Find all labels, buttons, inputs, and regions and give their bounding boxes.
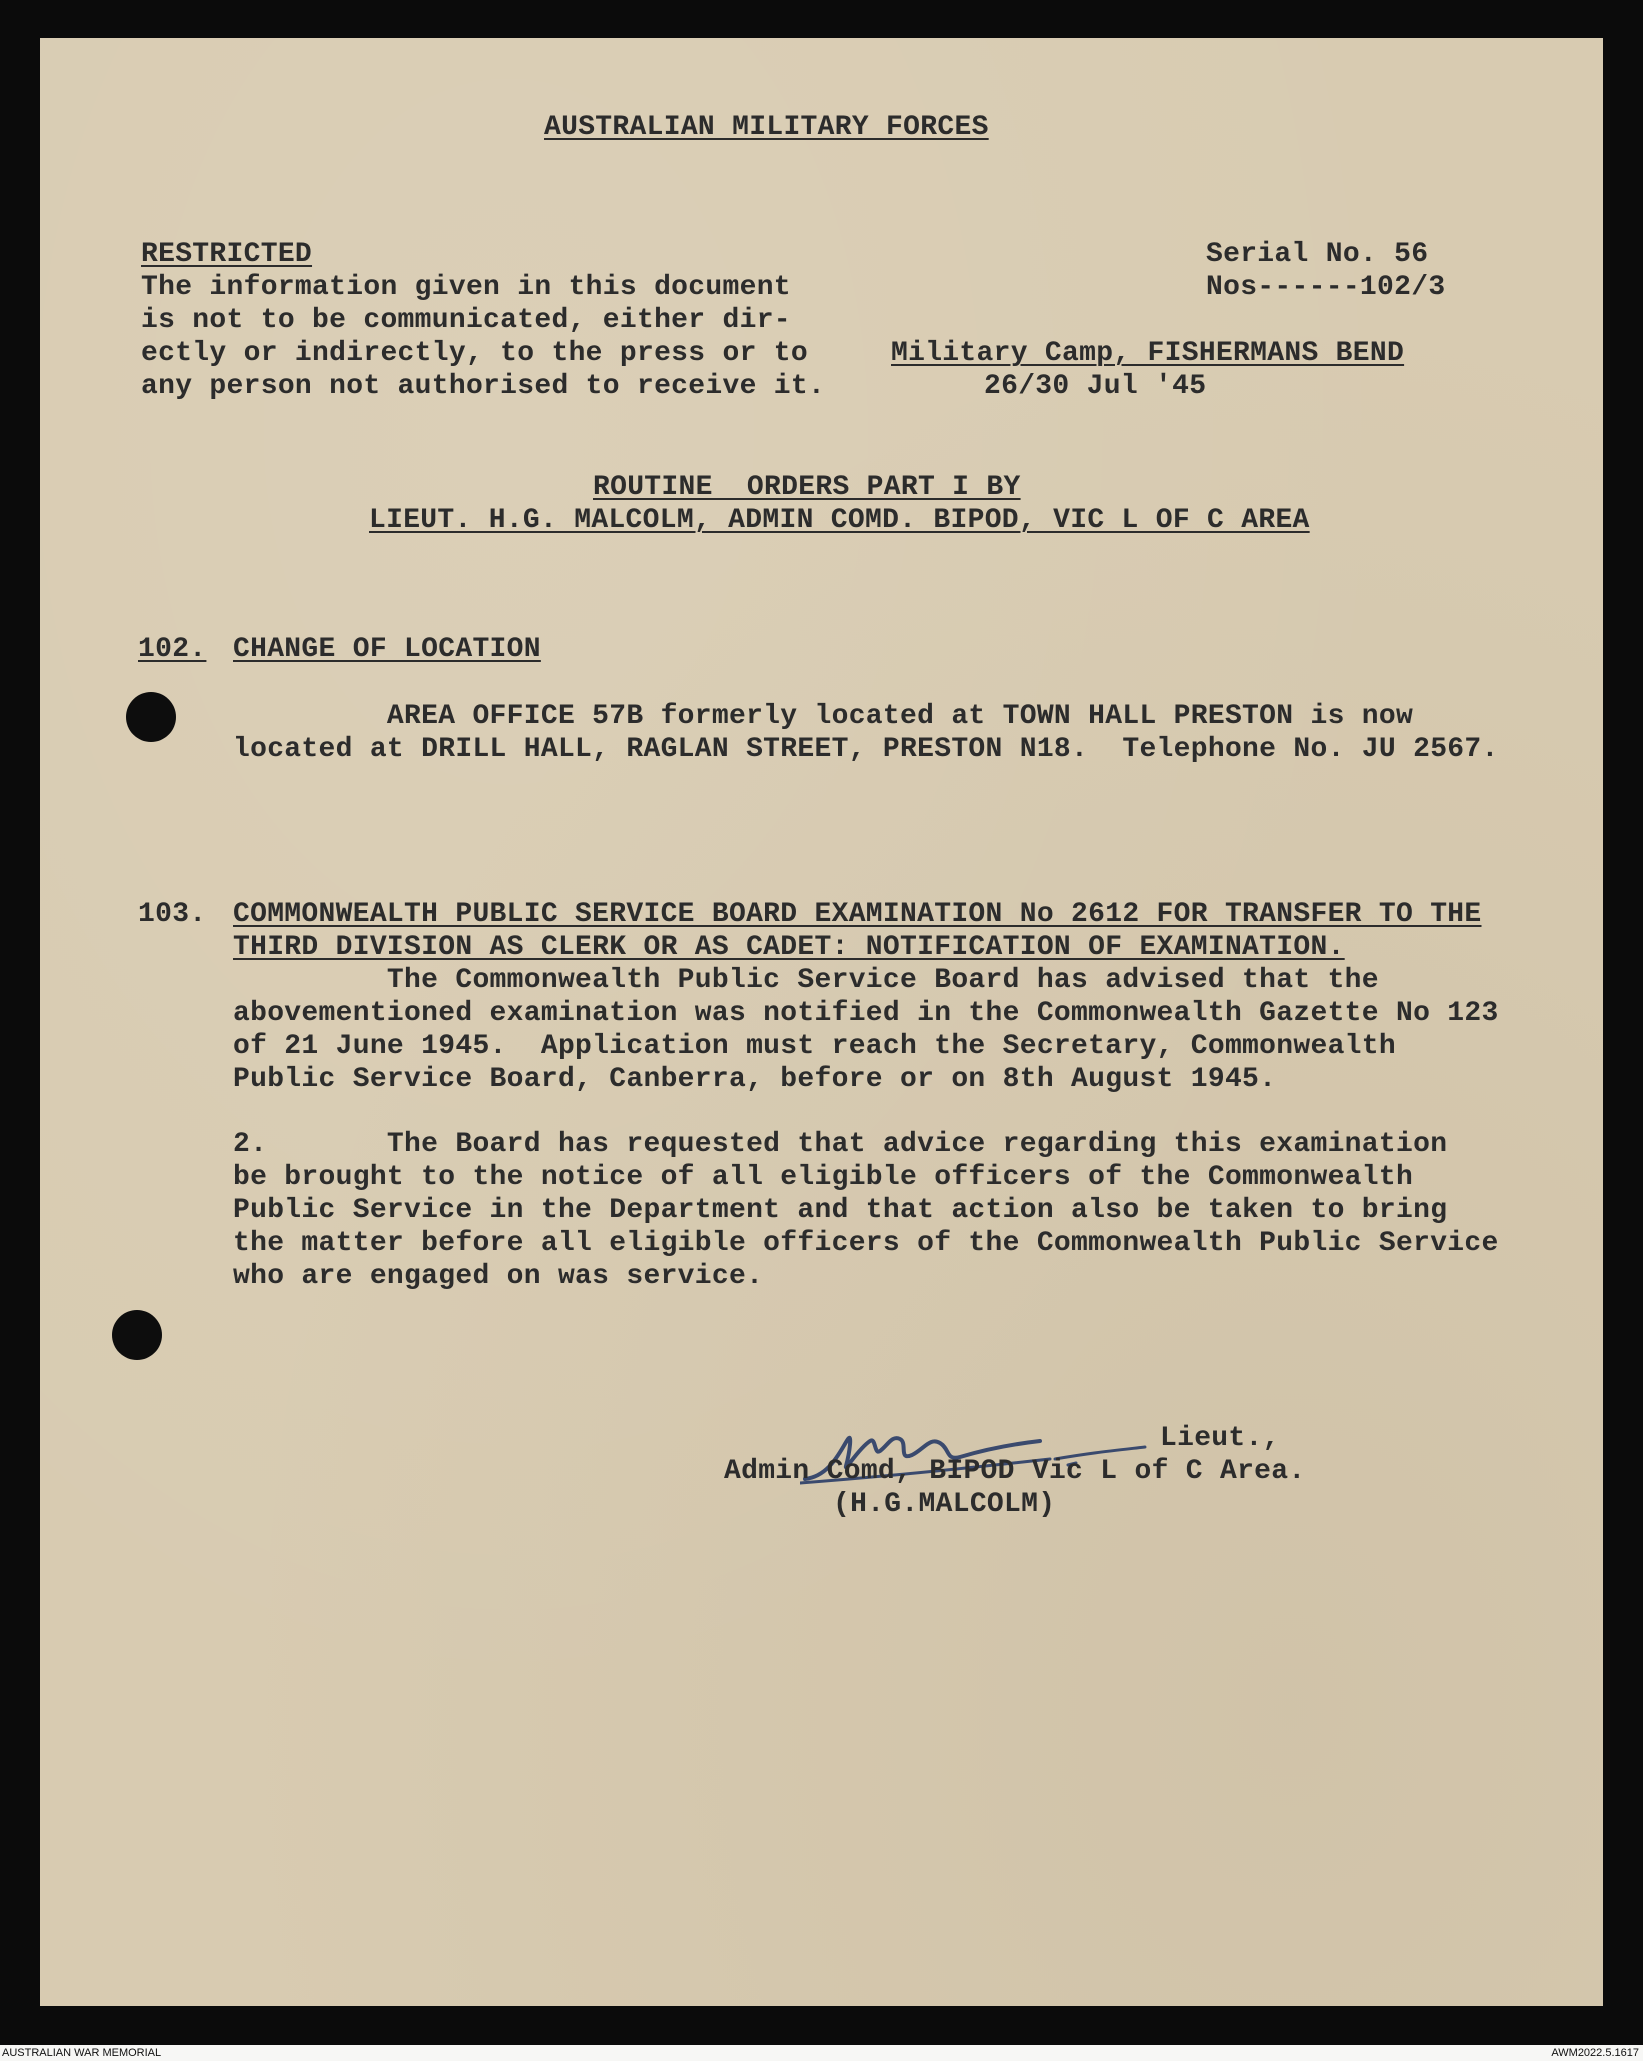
section-number: 103. bbox=[138, 899, 207, 930]
punch-hole bbox=[126, 692, 176, 742]
date-line: 26/30 Jul '45 bbox=[984, 371, 1207, 402]
paragraph-line: of 21 June 1945. Application must reach the Secretary, Commonwealth bbox=[233, 1031, 1396, 1062]
paragraph-line: Public Service in the Department and that action also be taken to bring bbox=[233, 1195, 1448, 1226]
signatory-rank: Lieut., bbox=[1160, 1423, 1280, 1454]
paragraph-line: The Commonwealth Public Service Board has advised that the bbox=[233, 965, 1379, 996]
location-line: Military Camp, FISHERMANS BEND bbox=[891, 338, 1405, 369]
document-title: AUSTRALIAN MILITARY FORCES bbox=[544, 112, 989, 143]
paragraph-line: abovementioned examination was notified in the Commonwealth Gazette No 123 bbox=[233, 998, 1499, 1029]
signatory-appointment: Admin Comd, BIPOD Vic L of C Area. bbox=[724, 1456, 1306, 1487]
paragraph-line: 2. The Board has requested that advice regarding this examination bbox=[233, 1129, 1448, 1160]
serial-number: Serial No. 56 bbox=[1206, 239, 1429, 270]
restricted-label: RESTRICTED bbox=[141, 239, 313, 270]
paragraph-line: Public Service Board, Canberra, before or on 8th August 1945. bbox=[233, 1064, 1277, 1095]
punch-hole bbox=[112, 1310, 162, 1360]
paragraph-line: the matter before all eligible officers of the Commonwealth Public Service bbox=[233, 1228, 1499, 1259]
section-title: CHANGE OF LOCATION bbox=[233, 634, 541, 665]
restricted-notice-line: The information given in this document bbox=[141, 272, 791, 303]
signatory-name: (H.G.MALCOLM) bbox=[833, 1489, 1056, 1520]
section-title: COMMONWEALTH PUBLIC SERVICE BOARD EXAMINATION No 2612 FOR TRANSFER TO THE bbox=[233, 899, 1482, 930]
orders-heading: ROUTINE ORDERS PART I BY bbox=[593, 472, 1021, 503]
archive-credit: AUSTRALIAN WAR MEMORIAL bbox=[2, 2047, 162, 2059]
document-page bbox=[40, 38, 1603, 2006]
paragraph-line: who are engaged on was service. bbox=[233, 1261, 764, 1292]
orders-issuer: LIEUT. H.G. MALCOLM, ADMIN COMD. BIPOD, VIC L OF C AREA bbox=[369, 505, 1310, 536]
section-number: 102. bbox=[138, 634, 207, 665]
paragraph-line: AREA OFFICE 57B formerly located at TOWN HALL PRESTON is now bbox=[233, 701, 1414, 732]
file-reference: Nos------102/3 bbox=[1206, 272, 1446, 303]
restricted-notice-line: any person not authorised to receive it. bbox=[141, 371, 826, 402]
section-title: THIRD DIVISION AS CLERK OR AS CADET: NOTIFICATION OF EXAMINATION. bbox=[233, 932, 1345, 963]
paragraph-line: located at DRILL HALL, RAGLAN STREET, PRESTON N18. Telephone No. JU 2567. bbox=[233, 734, 1499, 765]
archive-reference: AWM2022.5.1617 bbox=[1551, 2047, 1639, 2059]
restricted-notice-line: ectly or indirectly, to the press or to bbox=[141, 338, 809, 369]
paragraph-line: be brought to the notice of all eligible officers of the Commonwealth bbox=[233, 1162, 1414, 1193]
restricted-notice-line: is not to be communicated, either dir- bbox=[141, 305, 791, 336]
